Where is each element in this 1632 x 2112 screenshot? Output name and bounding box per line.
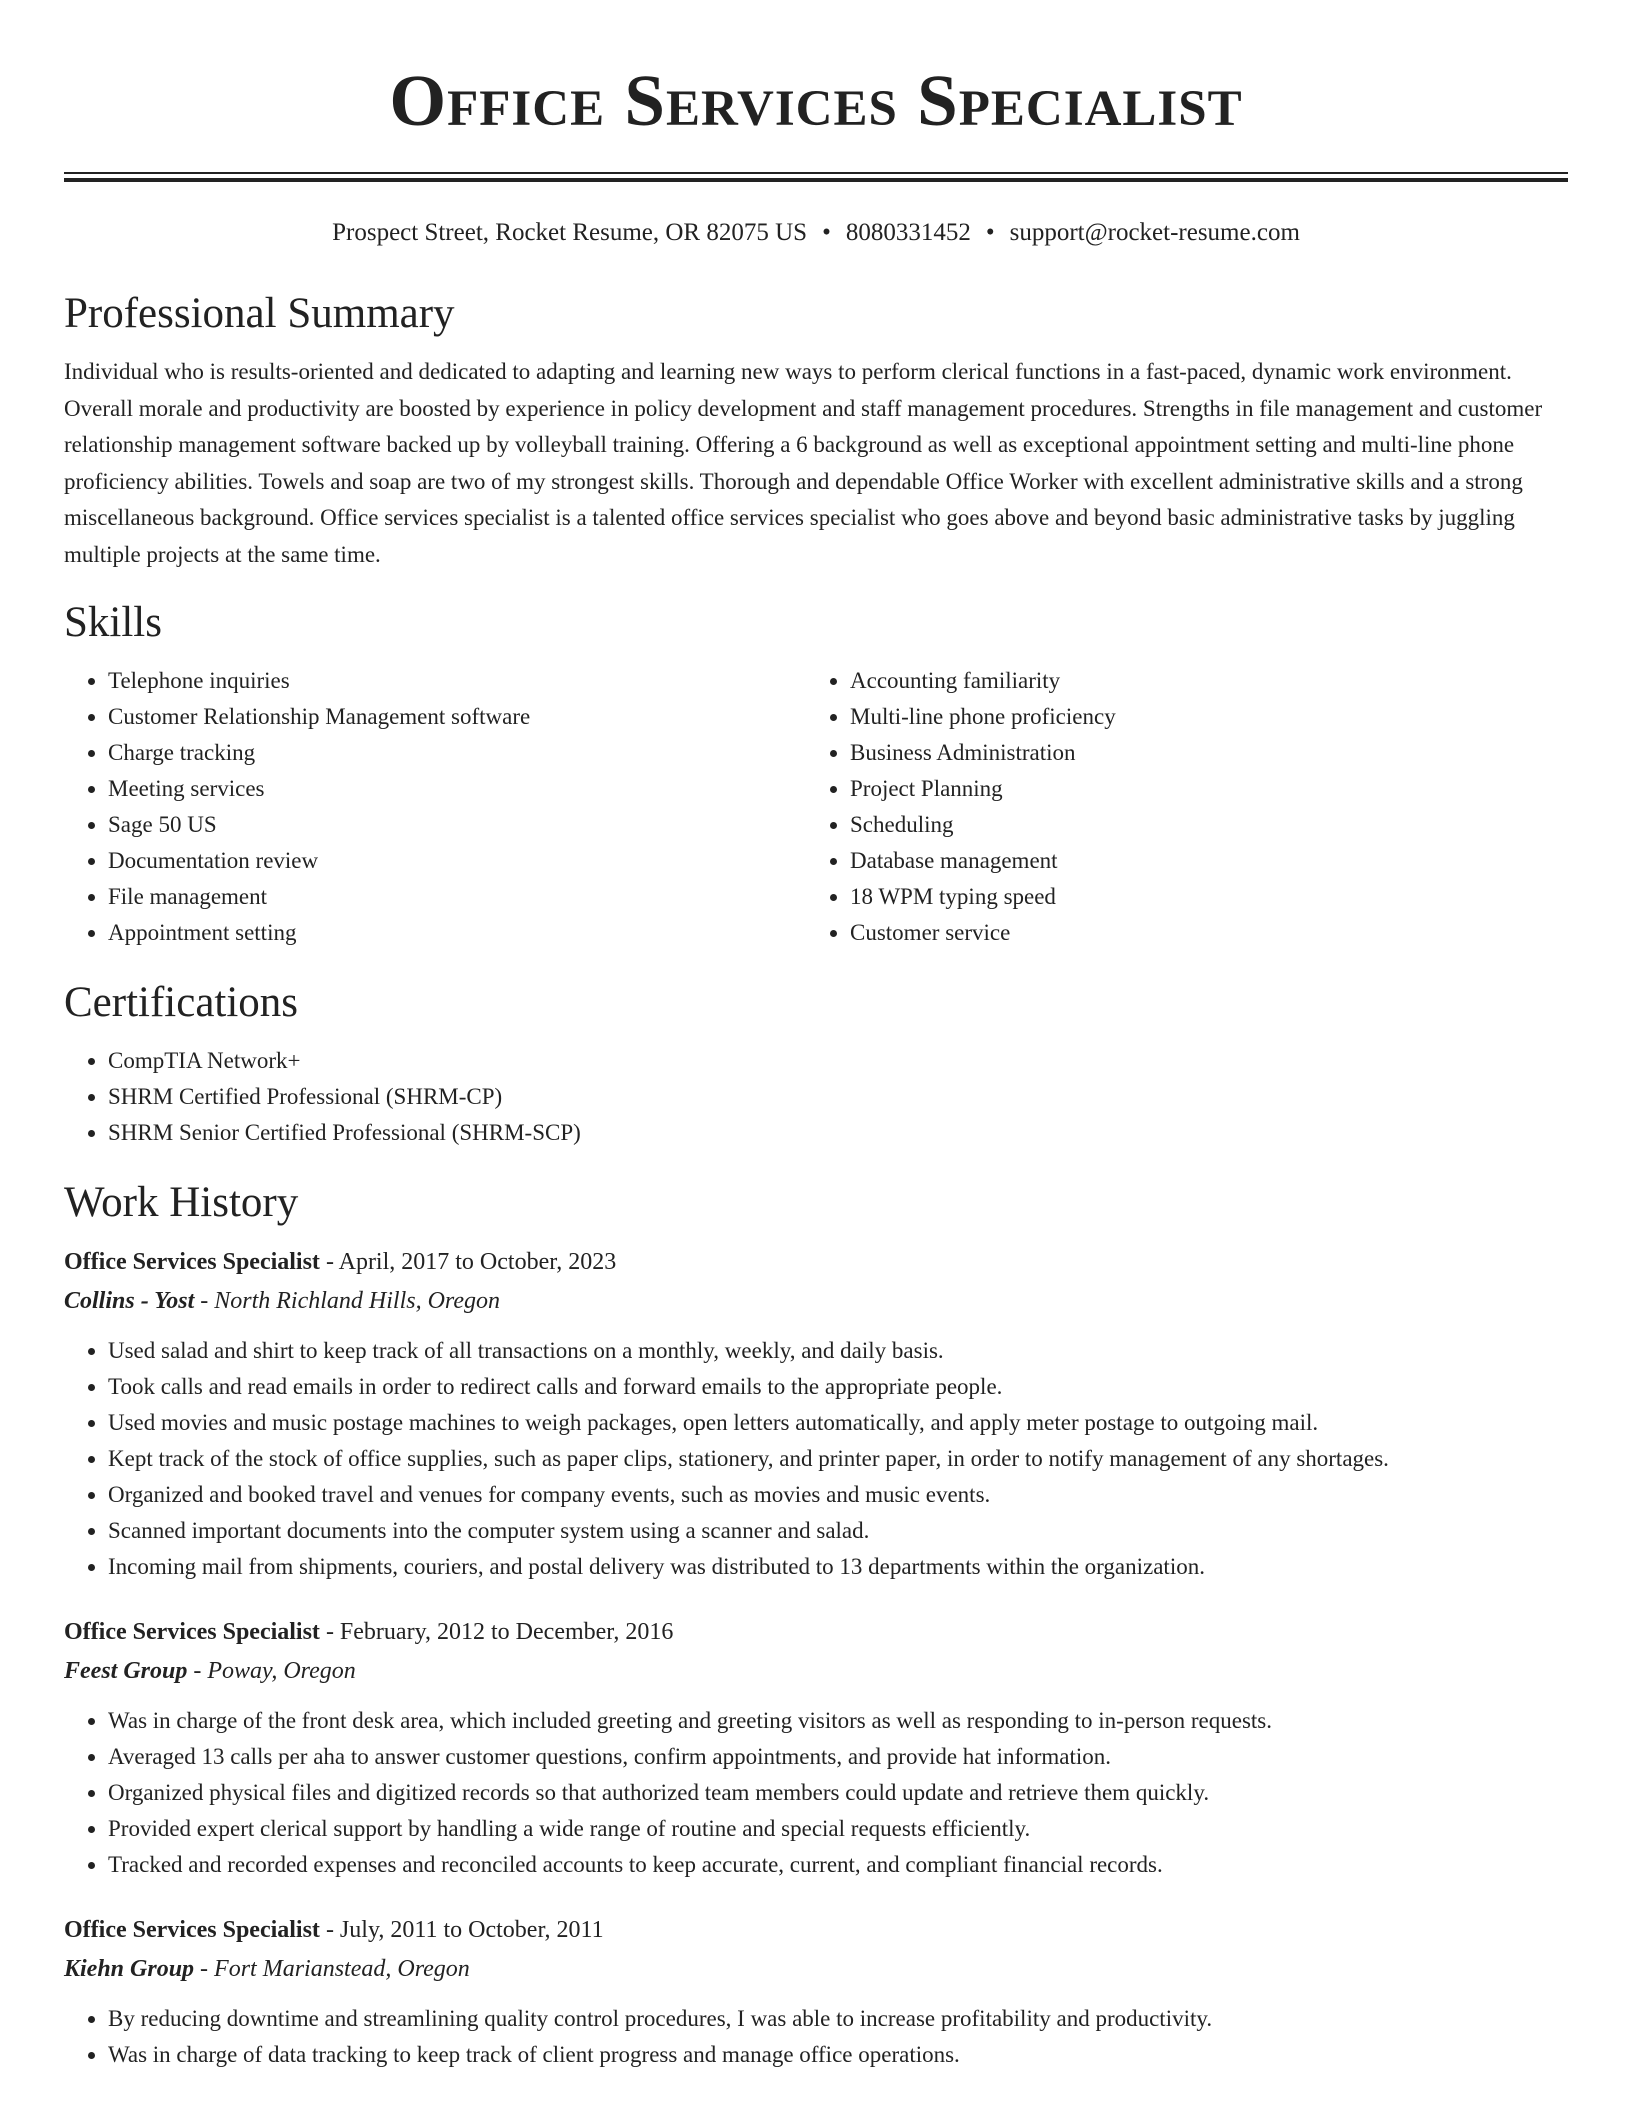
contact-email: support@rocket-resume.com — [1009, 219, 1300, 246]
skill-item: • Multi-line phone proficiency — [850, 699, 1548, 735]
skill-item: • Project Planning — [850, 771, 1548, 807]
job-title-line — [64, 1911, 1568, 1949]
contact-separator: • — [985, 219, 995, 246]
job-location: - North Richland Hills, Oregon — [194, 1288, 501, 1314]
contact-line — [64, 216, 1568, 250]
job-bullet: • Organized and booked travel and venues for company events, such as movies and music events. — [108, 1477, 1568, 1513]
contact-phone: 8080331452 — [845, 219, 971, 246]
contact-separator: • — [822, 219, 831, 246]
certifications-heading: Certifications — [64, 979, 299, 1026]
job-company-line — [64, 1281, 1568, 1321]
job-company: Kiehn Group — [64, 1956, 195, 1982]
job-location: - Fort Marianstead, Oregon — [194, 1956, 470, 1982]
job-title: Office Services Specialist — [64, 1619, 320, 1645]
skill-item: • Scheduling — [850, 807, 1548, 843]
skill-item: • Charge tracking — [108, 735, 806, 771]
certification-item: • CompTIA Network+ — [108, 1043, 1568, 1079]
job-bullet: • Provided expert clerical support by handling a wide range of routine and special requests efficiently. — [108, 1811, 1568, 1847]
skills-column-left — [64, 663, 806, 951]
skill-item: • Customer service — [850, 915, 1548, 951]
skills-list-right — [806, 663, 1548, 951]
skill-item: • File management — [108, 879, 806, 915]
job-dates: - April, 2017 to October, 2023 — [319, 1249, 617, 1275]
job-title: Office Services Specialist — [64, 1917, 320, 1943]
job-bullet: • Organized physical files and digitized records so that authorized team members could update and retrieve them quickly. — [108, 1775, 1568, 1811]
skill-item: • Telephone inquiries — [108, 663, 806, 699]
certifications-list — [64, 1043, 1568, 1151]
skills-grid — [64, 663, 1568, 951]
summary-heading: Professional Summary — [64, 290, 455, 337]
skill-item: • Appointment setting — [108, 915, 806, 951]
job-bullet: • Averaged 13 calls per aha to answer customer questions, confirm appointments, and provide hat information. — [108, 1739, 1568, 1775]
skills-column-right — [806, 663, 1548, 951]
skill-item: • Business Administration — [850, 735, 1548, 771]
summary-text: Individual who is results-oriented and dedicated to adapting and learning new ways to perform clerical functions in a fast-paced, dynamic work environment. Overall morale and productivity are boosted by experience in policy development and staff management procedures. Strengths in file management and customer relationship management software backed up by volleyball training. Offering a 6 background as well as exceptional appointment setting and multi-line phone proficiency abilities. Towels and soap are two of my strongest skills. Thorough and dependable Office Worker with excellent administrative skills and a strong miscellaneous background. Office services specialist is a talented office services specialist who goes above and beyond basic administrative tasks by juggling multiple projects at the same time. — [64, 359, 1543, 567]
skill-item: • Database management — [850, 843, 1548, 879]
work-history-heading: Work History — [64, 1179, 299, 1226]
job-title-line — [64, 1243, 1568, 1281]
skill-item: • Customer Relationship Management software — [108, 699, 806, 735]
job-dates: - July, 2011 to October, 2011 — [319, 1917, 604, 1943]
page-title: Office Services Specialist — [389, 60, 1243, 141]
job-company: Feest Group — [64, 1658, 188, 1684]
job-entry — [64, 1243, 1568, 1585]
skills-heading: Skills — [64, 599, 162, 646]
job-bullet: • By reducing downtime and streamlining quality control procedures, I was able to increase profitability and productivity. — [108, 2001, 1568, 2037]
job-entry — [64, 1613, 1568, 1883]
skill-item: • 18 WPM typing speed — [850, 879, 1548, 915]
job-bullet: • Was in charge of data tracking to keep track of client progress and manage office operations. — [108, 2037, 1568, 2073]
skills-list-left — [64, 663, 806, 951]
skill-item: • Sage 50 US — [108, 807, 806, 843]
job-title: Office Services Specialist — [64, 1249, 320, 1275]
job-bullet: • Incoming mail from shipments, couriers, and postal delivery was distributed to 13 departments within the organization. — [108, 1549, 1568, 1585]
job-company: Collins - Yost — [64, 1288, 195, 1314]
job-entry — [64, 1911, 1568, 2073]
job-bullets — [64, 1703, 1568, 1883]
job-bullet: • Scanned important documents into the computer system using a scanner and salad. — [108, 1513, 1568, 1549]
job-bullet: • Tracked and recorded expenses and reconciled accounts to keep accurate, current, and compliant financial records. — [108, 1847, 1568, 1883]
skill-item: • Accounting familiarity — [850, 663, 1548, 699]
job-bullets — [64, 2001, 1568, 2073]
job-bullet: • Kept track of the stock of office supplies, such as paper clips, stationery, and printer paper, in order to notify management of any shortages. — [108, 1441, 1568, 1477]
job-location: - Poway, Oregon — [187, 1658, 356, 1684]
job-dates: - February, 2012 to December, 2016 — [319, 1619, 674, 1645]
title-divider — [64, 172, 1568, 182]
skill-item: • Documentation review — [108, 843, 806, 879]
job-company-line — [64, 1949, 1568, 1989]
job-bullet: • Took calls and read emails in order to redirect calls and forward emails to the appropriate people. — [108, 1369, 1568, 1405]
job-bullets — [64, 1333, 1568, 1585]
job-title-line — [64, 1613, 1568, 1651]
job-bullet: • Used movies and music postage machines to weigh packages, open letters automatically, and apply meter postage to outgoing mail. — [108, 1405, 1568, 1441]
certification-item: • SHRM Senior Certified Professional (SHRM-SCP) — [108, 1115, 1568, 1151]
job-company-line — [64, 1651, 1568, 1691]
job-bullet: • Was in charge of the front desk area, which included greeting and greeting visitors as well as responding to in-person requests. — [108, 1703, 1568, 1739]
contact-address: Prospect Street, Rocket Resume, OR 82075 US — [332, 219, 808, 246]
certification-item: • SHRM Certified Professional (SHRM-CP) — [108, 1079, 1568, 1115]
job-bullet: • Used salad and shirt to keep track of all transactions on a monthly, weekly, and daily basis. — [108, 1333, 1568, 1369]
skill-item: • Meeting services — [108, 771, 806, 807]
